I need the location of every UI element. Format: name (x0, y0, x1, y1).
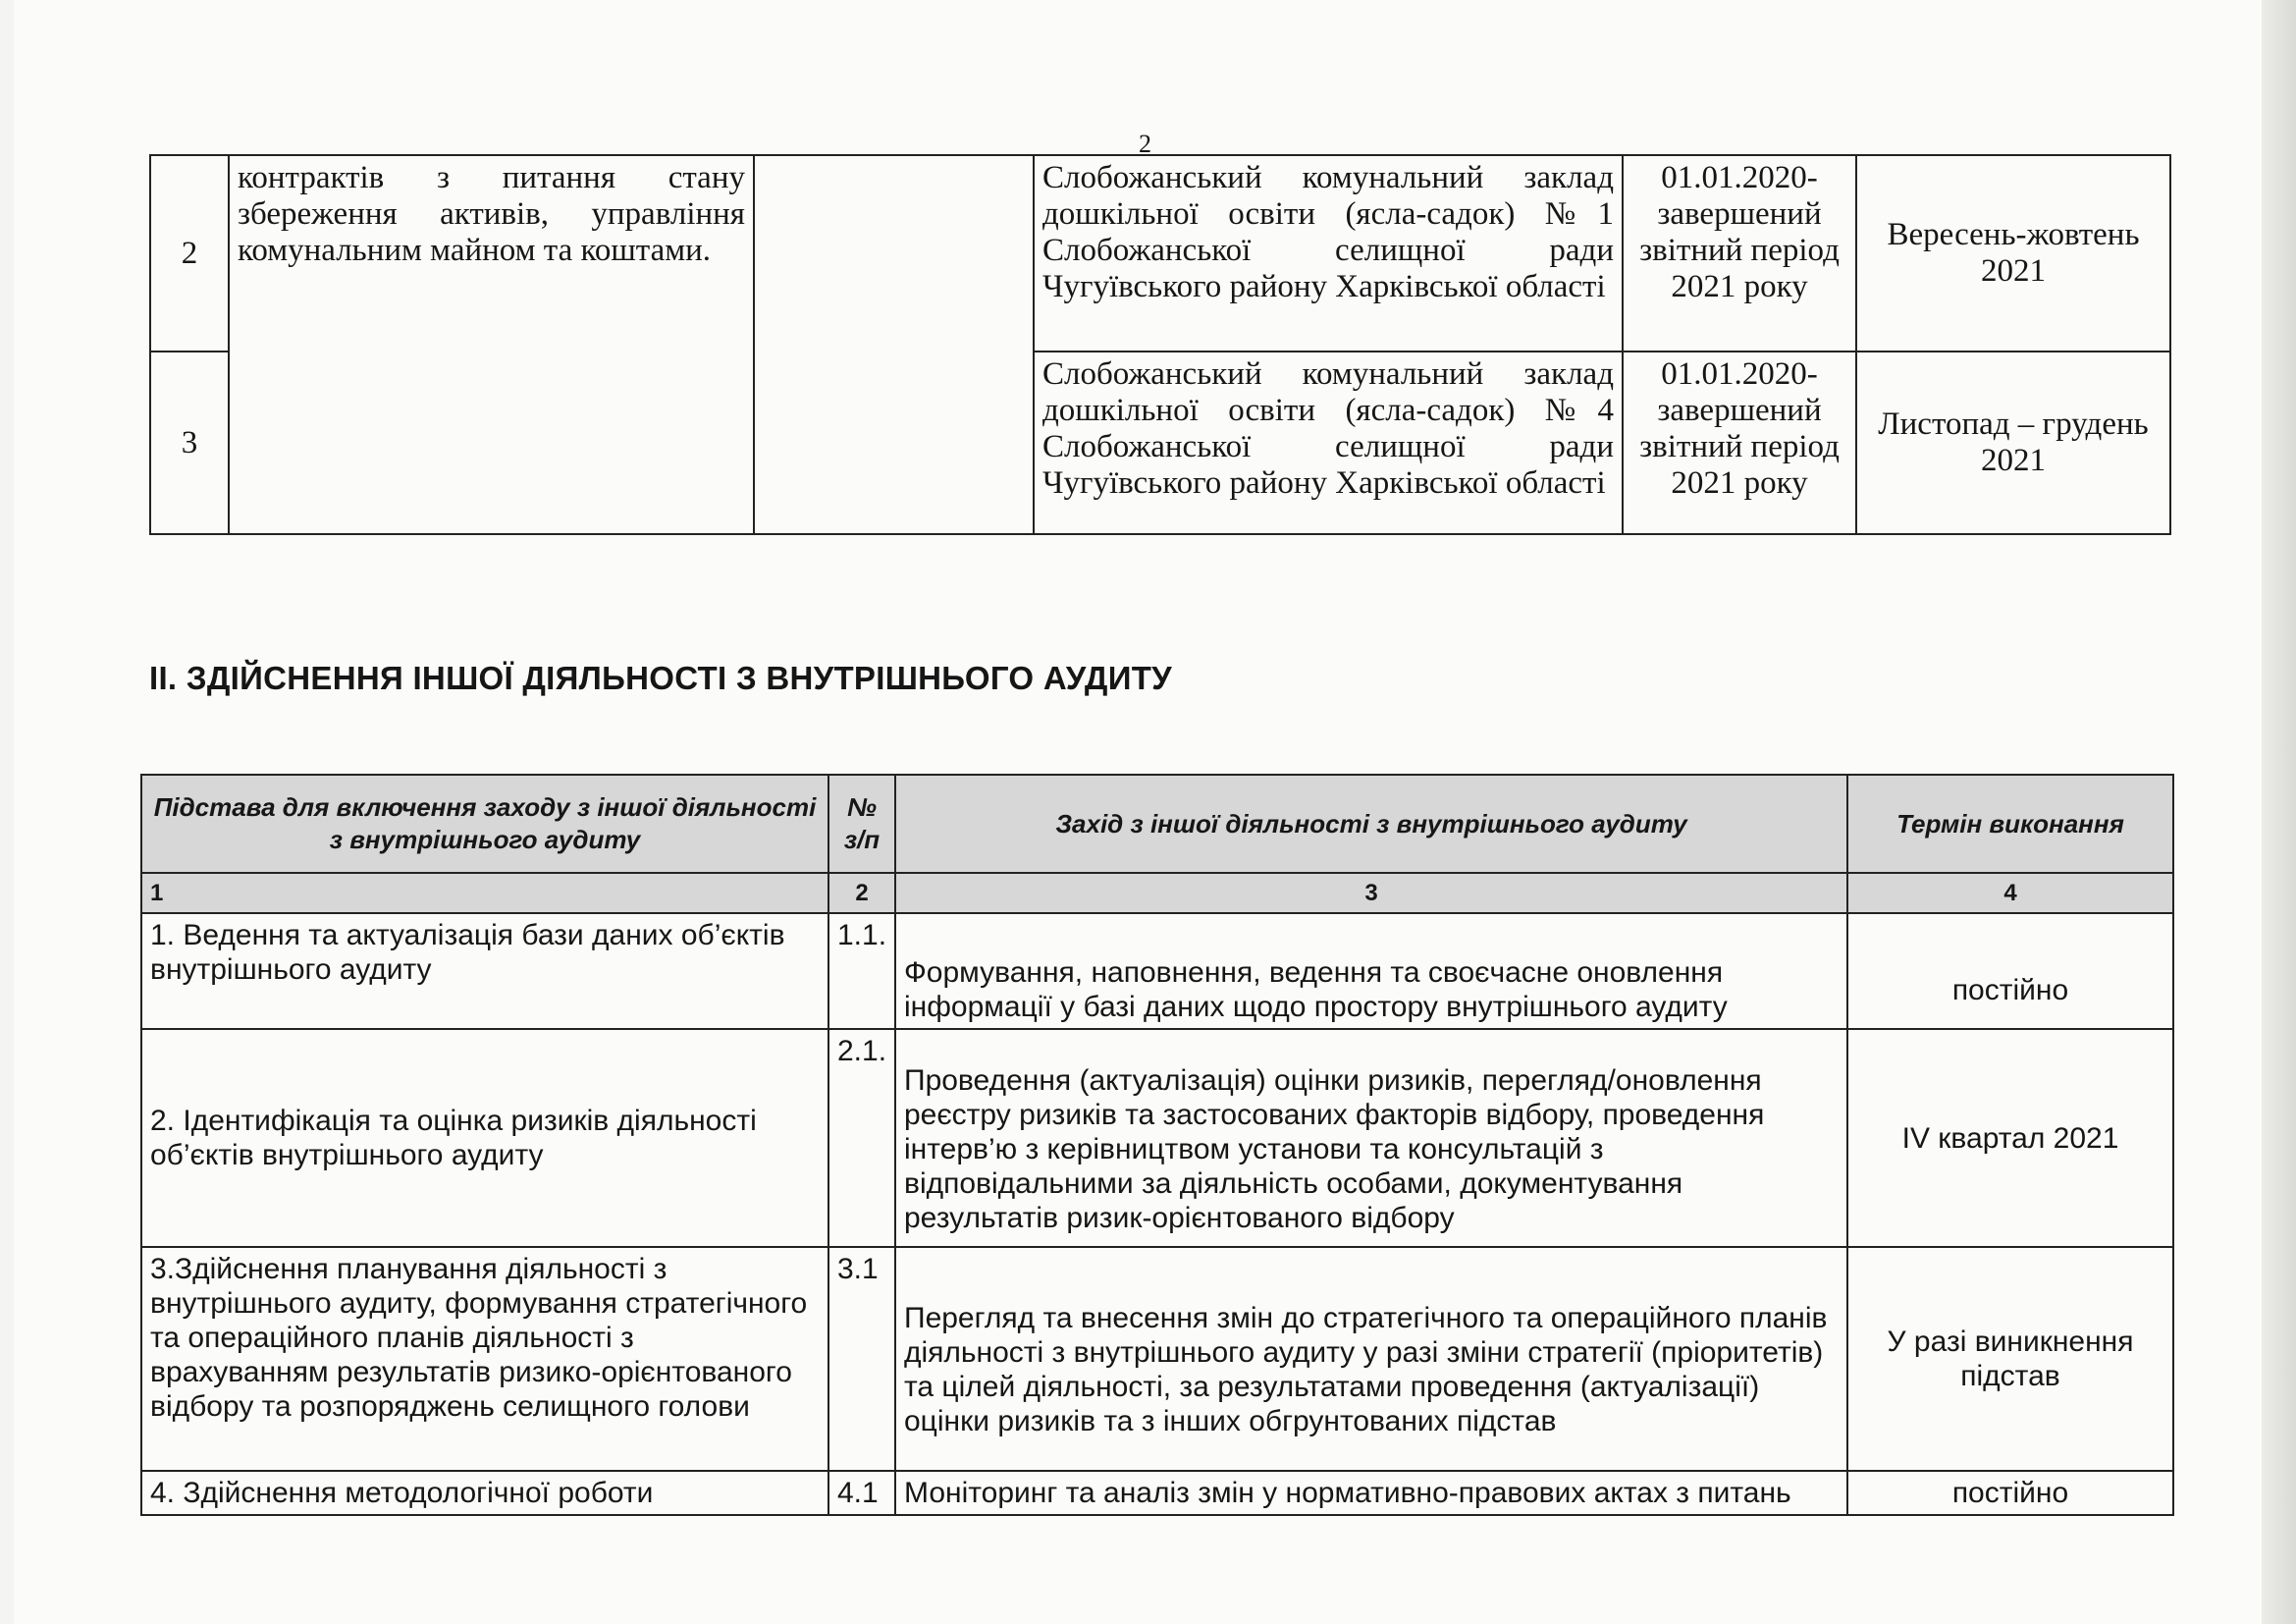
num-cell: 3.1 (828, 1247, 895, 1471)
term-text: постійно (1951, 973, 2069, 1006)
empty-cell (754, 155, 1034, 534)
table-row (141, 1471, 2173, 1515)
measure-cell: Моніторинг та аналіз змін у нормативно-правових актах з питань (895, 1471, 1847, 1515)
index-row (141, 873, 2173, 913)
other-activity-table (140, 774, 2174, 1516)
audit-period: 01.01.2020-завершений звітний період 2021 року (1623, 352, 1856, 534)
page-edge-shadow (2262, 0, 2296, 1624)
index-cell: 2 (828, 873, 895, 913)
header-row (141, 775, 2173, 873)
term-cell (1847, 913, 2173, 1029)
page-number: 2 (1139, 130, 1151, 158)
measure-cell (895, 1029, 1847, 1247)
basis-cell: 4. Здійснення методологічної роботи (141, 1471, 828, 1515)
audit-object: Слобожанський комунальний заклад дошкільної освіти (ясла-садок) №4 Слобожанської селищної ради Чугуївського району Харківської області (1034, 352, 1623, 534)
measure-text: Перегляд та внесення змін до стратегічного та операційного планів діяльності з внутрішнього аудиту у разі зміни стратегії (пріоритетів) та цілей діяльності, за результатами проведення (актуалізації) оцінки ризиків та з інших обгрунтованих підстав (904, 1302, 1828, 1437)
table-row (141, 913, 2173, 1029)
row-number: 3 (150, 352, 229, 534)
num-cell: 2.1. (828, 1029, 895, 1247)
audit-term: Листопад – грудень 2021 (1856, 352, 2170, 534)
audit-period: 01.01.2020-завершений звітний період 2021 року (1623, 155, 1856, 352)
audit-subject: контрактів з питання стану збереження активів, управління комунальним майном та коштами. (229, 155, 754, 534)
audit-object: Слобожанський комунальний заклад дошкільної освіти (ясла-садок) №1 Слобожанської селищної ради Чугуївського району Харківської області (1034, 155, 1623, 352)
header-term: Термін виконання (1847, 775, 2173, 873)
table-row (141, 1247, 2173, 1471)
basis-cell: 2. Ідентифікація та оцінка ризиків діяльності об’єктів внутрішнього аудиту (141, 1029, 828, 1247)
header-basis: Підстава для включення заходу з іншої діяльності з внутрішнього аудиту (141, 775, 828, 873)
audit-term: Вересень-жовтень 2021 (1856, 155, 2170, 352)
row-number: 2 (150, 155, 229, 352)
index-cell: 1 (141, 873, 828, 913)
measure-text: Формування, наповнення, ведення та своєчасне оновлення інформації у базі даних щодо простору внутрішнього аудиту (904, 956, 1728, 1023)
measure-cell (895, 1247, 1847, 1471)
term-cell: IV квартал 2021 (1847, 1029, 2173, 1247)
header-num: № з/п (828, 775, 895, 873)
term-cell: постійно (1847, 1471, 2173, 1515)
term-cell: У разі виникнення підстав (1847, 1247, 2173, 1471)
table-row (150, 155, 2170, 352)
basis-cell: 3.Здійснення планування діяльності з внутрішнього аудиту, формування стратегічного та операційного планів діяльності з врахуванням результатів ризико-орієнтованого відбору та розпоряджень селищного голови (141, 1247, 828, 1471)
num-cell: 1.1. (828, 913, 895, 1029)
index-cell: 4 (1847, 873, 2173, 913)
num-cell: 4.1 (828, 1471, 895, 1515)
audit-objects-table (149, 154, 2171, 535)
index-cell: 3 (895, 873, 1847, 913)
measure-cell (895, 913, 1847, 1029)
table-row (141, 1029, 2173, 1247)
basis-cell: 1. Ведення та актуалізація бази даних об’єктів внутрішнього аудиту (141, 913, 828, 1029)
measure-text: Проведення (актуалізація) оцінки ризиків, перегляд/оновлення реєстру ризиків та застосованих факторів відбору, проведення інтерв’ю з керівництвом установи та консультацій з відповідальними за діяльність особами, документування результатів ризик-орієнтованого відбору (904, 1064, 1765, 1234)
header-measure: Захід з іншої діяльності з внутрішнього аудиту (895, 775, 1847, 873)
section-title: ІІ. ЗДІЙСНЕННЯ ІНШОЇ ДІЯЛЬНОСТІ З ВНУТРІШНЬОГО АУДИТУ (149, 660, 1173, 696)
